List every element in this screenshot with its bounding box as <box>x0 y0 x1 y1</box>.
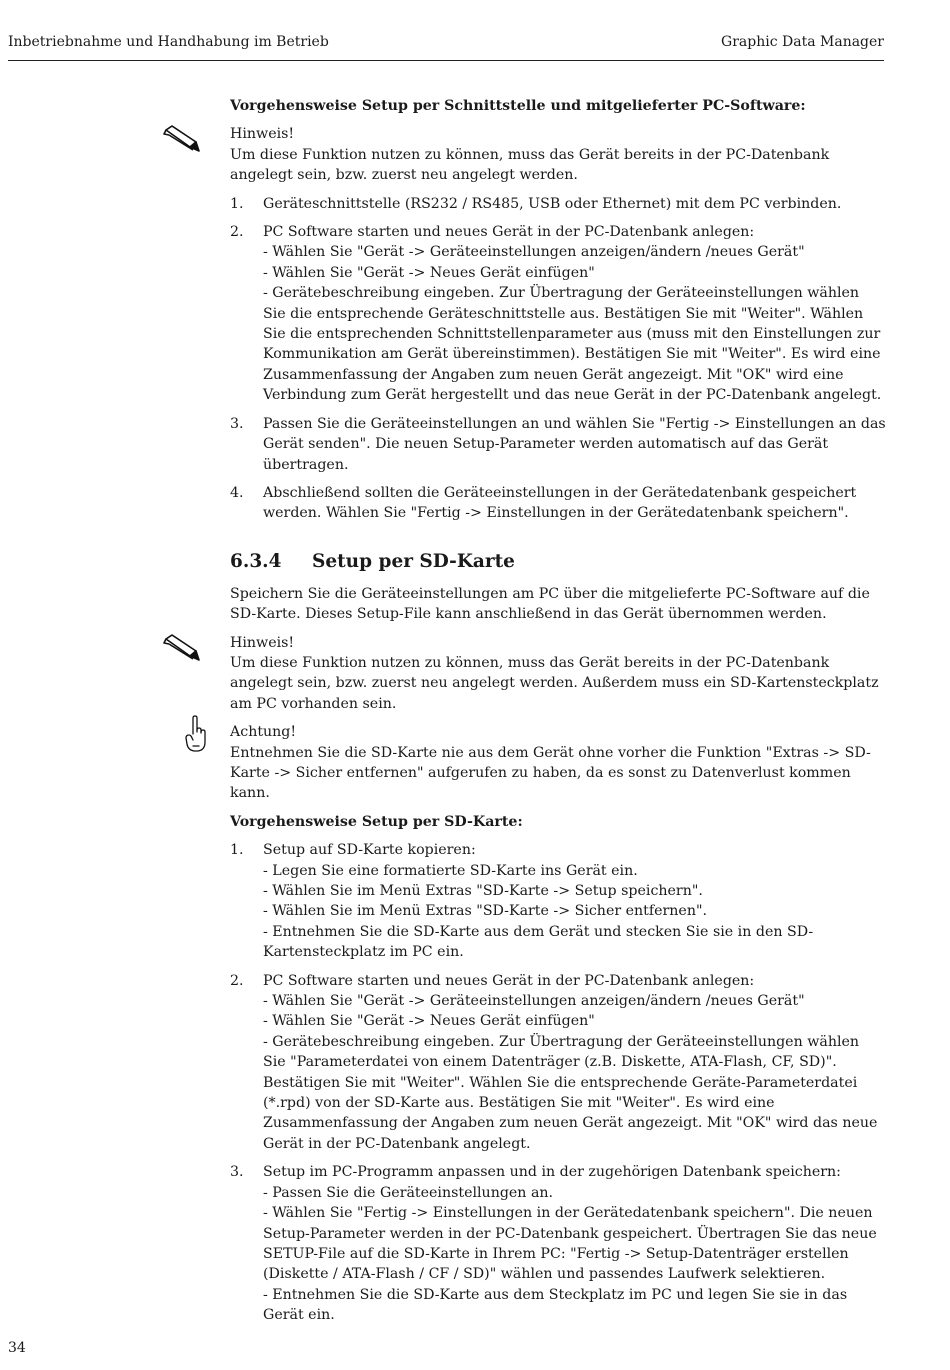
note-block-sd <box>230 633 886 715</box>
note-text: Um diese Funktion nutzen zu können, muss das Gerät bereits in der PC-Datenbank angelegt sein, bzw. zuerst neu angelegt werden. <box>230 146 830 184</box>
step-subline: - Wählen Sie "Gerät -> Neues Gerät einfügen" <box>263 1013 595 1030</box>
step-number: 3. <box>230 1164 244 1181</box>
list-item <box>230 1162 886 1325</box>
step-subline: - Wählen Sie "Fertig -> Einstellungen in der Gerätedatenbank speichern". Die neuen Setup-Parameter werden in der PC-Datenbank gespeichert. Übertragen Sie das neue SETUP-File auf die SD-Karte in Ihrem PC: "Fertig -> Setup-Datenträger erstellen (Diskette / ATA-Flash / CF / SD)" wählen und passendes Laufwerk selektieren. <box>263 1205 877 1283</box>
step-text: Setup im PC-Programm anpassen und in der zugehörigen Datenbank speichern: <box>263 1164 841 1181</box>
step-subline: - Gerätebeschreibung eingeben. Zur Übertragung der Geräteeinstellungen wählen Sie "Parameterdatei von einem Datenträger (z.B. Diskette, ATA-Flash, CF, SD)". Bestätigen Sie mit "Weiter". Wählen Sie die entsprechende Geräte-Parameterdatei (*.rpd) von der SD-Karte aus. Bestätigen Sie mit "Weiter". Es wird eine Zusammenfassung der Angaben zum neuen Gerät angezeigt. Mit "OK" wird das neue Gerät in der PC-Datenbank angelegt. <box>263 1033 878 1152</box>
step-number: 3. <box>230 415 244 432</box>
step-text: Geräteschnittstelle (RS232 / RS485, USB oder Ethernet) mit dem PC verbinden. <box>263 195 842 212</box>
step-subline: - Wählen Sie im Menü Extras "SD-Karte -> Setup speichern". <box>263 883 703 899</box>
list-item <box>230 414 886 475</box>
note-title: Hinweis! <box>230 634 295 651</box>
step-number: 1. <box>230 195 244 212</box>
note-block-interface <box>230 124 886 185</box>
list-item <box>230 840 886 962</box>
step-text: Passen Sie die Geräteeinstellungen an und wählen Sie "Fertig -> Einstellungen an das Gerät senden". Die neuen Setup-Parameter werden automatisch auf das Gerät übertragen. <box>263 415 886 473</box>
caution-title: Achtung! <box>230 724 297 741</box>
step-number: 1. <box>230 842 244 859</box>
step-subline: - Wählen Sie "Gerät -> Neues Gerät einfügen" <box>263 264 595 281</box>
section-title: Setup per SD-Karte <box>312 550 515 572</box>
step-subline: - Wählen Sie "Gerät -> Geräteeinstellungen anzeigen/ändern /neues Gerät" <box>263 993 805 1010</box>
step-text: Setup auf SD-Karte kopieren: <box>263 842 476 859</box>
step-number: 4. <box>230 484 244 501</box>
list-item <box>230 483 886 524</box>
step-subline: - Wählen Sie im Menü Extras "SD-Karte -> Sicher entfernen". <box>263 903 708 920</box>
pencil-note-icon <box>162 631 202 665</box>
note-text: Um diese Funktion nutzen zu können, muss das Gerät bereits in der PC-Datenbank angelegt sein, bzw. zuerst neu angelegt werden. Außerdem muss ein SD-Kartensteckplatz am PC vorhanden sein. <box>230 654 879 712</box>
step-subline: - Entnehmen Sie die SD-Karte aus dem Steckplatz im PC und legen Sie sie in das Gerät ein. <box>263 1286 848 1324</box>
pencil-note-icon <box>162 122 202 156</box>
header-product-name: Graphic Data Manager <box>721 34 884 50</box>
list-item <box>230 971 886 1155</box>
page-content <box>230 96 886 1334</box>
header-chapter-title: Inbetriebnahme und Handhabung im Betrieb <box>8 34 329 50</box>
step-number: 2. <box>230 972 244 989</box>
step-subline: - Gerätebeschreibung eingeben. Zur Übertragung der Geräteeinstellungen wählen Sie die entsprechende Geräteschnittstelle aus. Bestätigen Sie mit "Weiter". Wählen Sie die entsprechenden Schnittstellenparameter aus (muss mit den Einstellungen zur Kommunikation am Gerät übereinstimmen). Bestätigen Sie mit "Weiter". Es wird eine Zusammenfassung der Angaben zum neuen Gerät angezeigt. Mit "OK" wird eine Verbindung zum Gerät hergestellt und das neue Gerät in der PC-Datenbank angelegt. <box>263 285 882 404</box>
step-subline: - Passen Sie die Geräteeinstellungen an. <box>263 1184 554 1201</box>
list-item <box>230 194 886 214</box>
step-subline: - Legen Sie eine formatierte SD-Karte ins Gerät ein. <box>263 862 638 879</box>
step-text: PC Software starten und neues Gerät in der PC-Datenbank anlegen: <box>263 224 755 241</box>
procedure-heading-sd: Vorgehensweise Setup per SD-Karte: <box>230 813 523 830</box>
sd-steps-list <box>230 840 886 1325</box>
page-header <box>8 32 884 61</box>
section-number: 6.3.4 <box>230 550 282 572</box>
section-intro: Speichern Sie die Geräteeinstellungen am PC über die mitgelieferte PC-Software auf die SD-Karte. Dieses Setup-File kann anschließend in das Gerät übernommen werden. <box>230 585 870 623</box>
list-item <box>230 222 886 406</box>
procedure-heading-interface: Vorgehensweise Setup per Schnittstelle und mitgelieferter PC-Software: <box>230 98 806 114</box>
interface-steps-list <box>230 194 886 524</box>
caution-text: Entnehmen Sie die SD-Karte nie aus dem Gerät ohne vorher die Funktion "Extras -> SD-Karte -> Sicher entfernen" aufgerufen zu haben, da es sonst zu Datenverlust kommen kann. <box>230 744 871 802</box>
pointing-hand-icon <box>184 714 224 748</box>
step-text: PC Software starten und neues Gerät in der PC-Datenbank anlegen: <box>263 972 755 989</box>
step-subline: - Entnehmen Sie die SD-Karte aus dem Gerät und stecken Sie sie in den SD-Kartensteckplatz im PC ein. <box>263 923 814 961</box>
note-title: Hinweis! <box>230 126 295 143</box>
section-heading <box>230 550 886 574</box>
step-number: 2. <box>230 224 244 241</box>
step-text: Abschließend sollten die Geräteeinstellungen in der Gerätedatenbank gespeichert werden. Wählen Sie "Fertig -> Einstellungen in der Gerätedatenbank speichern". <box>263 484 857 522</box>
caution-block <box>230 722 886 804</box>
page-number: 34 <box>8 1340 26 1356</box>
step-subline: - Wählen Sie "Gerät -> Geräteeinstellungen anzeigen/ändern /neues Gerät" <box>263 244 805 261</box>
